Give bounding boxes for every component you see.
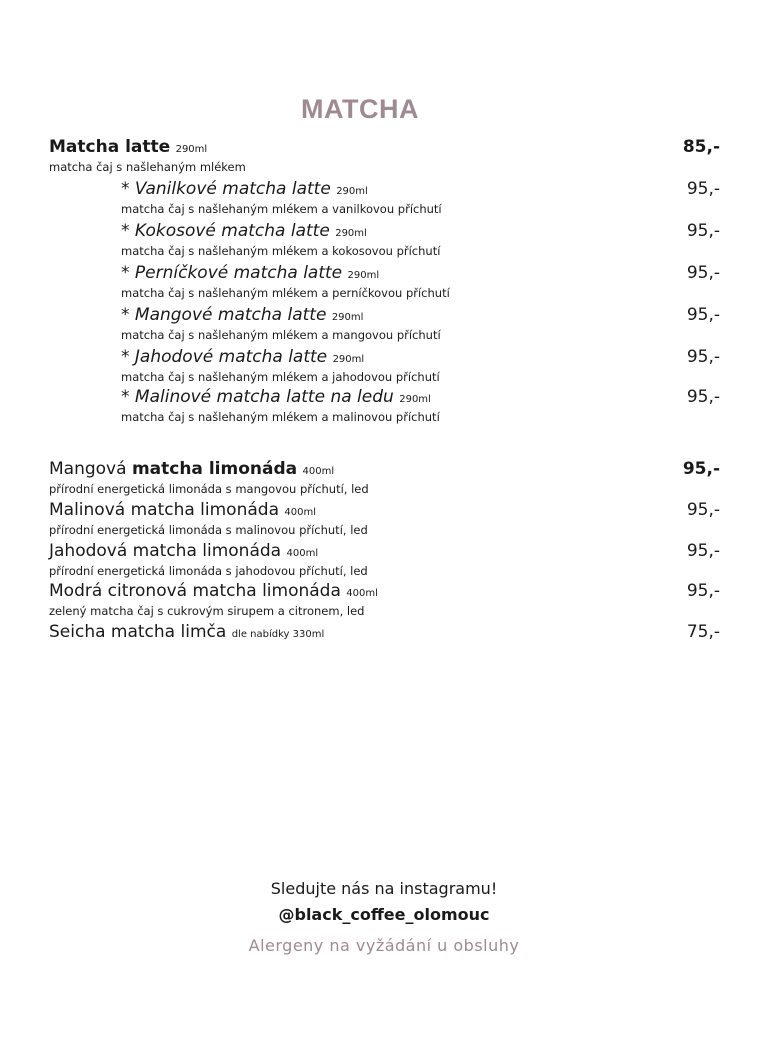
menu-item-kokosove-matcha-latte [121,221,720,258]
item-price: 95,- [686,500,720,520]
item-volume: 290ml [332,354,365,365]
item-description: matcha čaj s našlehaným mlékem a malinovou příchutí [121,410,440,424]
item-name: Vanilkové matcha latte [134,179,331,199]
item-volume: 400ml [302,466,335,477]
item-name: matcha limonáda [131,459,298,479]
menu-item-malinove-matcha-latte-na-ledu [121,387,720,424]
item-price: 95,- [686,541,720,561]
item-name: Jahodové matcha latte [134,347,328,367]
item-name: Perníčkové matcha latte [134,263,343,283]
menu-item-malinova-matcha-limonada [49,500,720,537]
item-price: 95,- [686,179,720,199]
item-volume: 290ml [347,270,380,281]
item-volume: 290ml [175,144,208,155]
menu-item-vanilkove-matcha-latte [121,179,720,216]
item-name: Seicha matcha limča [49,622,227,642]
item-volume: 290ml [336,186,368,197]
item-name: Malinová matcha limonáda [49,500,279,520]
item-description: matcha čaj s našlehaným mlékem a mangovou příchutí [121,328,441,342]
item-volume: dle nabídky 330ml [231,629,325,640]
item-volume: 400ml [284,507,316,518]
item-name: Kokosové matcha latte [134,221,330,241]
item-description: matcha čaj s našlehaným mlékem a perníčkovou příchutí [121,286,450,300]
instagram-handle: @black_coffee_olomouc [278,905,490,924]
menu-item-mangove-matcha-latte [121,305,720,342]
item-description: matcha čaj s našlehaným mlékem a kokosovou příchutí [121,244,441,258]
item-volume: 290ml [399,394,431,405]
item-price: 85,- [682,137,720,157]
item-prefix: * [121,305,135,325]
item-price: 95,- [686,263,720,283]
menu-item-matcha-latte [49,137,720,174]
item-description: zelený matcha čaj s cukrovým sirupem a citronem, led [49,604,365,618]
item-volume: 290ml [335,228,367,239]
item-prefix: * [121,179,135,199]
item-description: matcha čaj s našlehaným mlékem a jahodovou příchutí [121,370,440,384]
menu-item-jahodova-matcha-limonada [49,541,720,578]
item-price: 95,- [686,387,720,407]
menu-item-mangova-matcha-limonada [49,459,720,496]
item-price: 95,- [686,221,720,241]
item-description: matcha čaj s našlehaným mlékem [49,160,246,174]
menu-item-jahodove-matcha-latte [121,347,720,384]
menu-item-seicha-matcha-limca [49,622,720,645]
item-price: 95,- [686,347,720,367]
item-name-plain: Mangová [49,459,132,479]
item-price: 95,- [686,305,720,325]
allergens-note: Alergeny na vyžádání u obsluhy [248,936,520,955]
instagram-follow-text: Sledujte nás na instagramu! [270,879,498,898]
item-prefix: * [121,387,135,407]
page-title: MATCHA [301,94,419,124]
item-name: Modrá citronová matcha limonáda [49,581,341,601]
item-volume: 290ml [331,312,364,323]
menu-item-modra-citronova-matcha-limonada [49,581,720,618]
item-description: přírodní energetická limonáda s malinovou příchutí, led [49,523,368,537]
item-description: přírodní energetická limonáda s mangovou příchutí, led [49,482,369,496]
item-name: Mangové matcha latte [134,305,327,325]
item-price: 75,- [686,622,720,642]
item-prefix: * [121,263,135,283]
item-name: Matcha latte [49,137,171,157]
item-description: matcha čaj s našlehaným mlékem a vanilkovou příchutí [121,202,442,216]
item-name: Jahodová matcha limonáda [49,541,282,561]
item-prefix: * [121,221,135,241]
item-description: přírodní energetická limonáda s jahodovou příchutí, led [49,564,368,578]
item-name: Malinové matcha latte na ledu [134,387,394,407]
item-price: 95,- [682,459,720,479]
item-volume: 400ml [346,588,378,599]
item-prefix: * [121,347,135,367]
item-price: 95,- [686,581,720,601]
menu-item-pernickove-matcha-latte [121,263,720,300]
item-volume: 400ml [286,548,319,559]
